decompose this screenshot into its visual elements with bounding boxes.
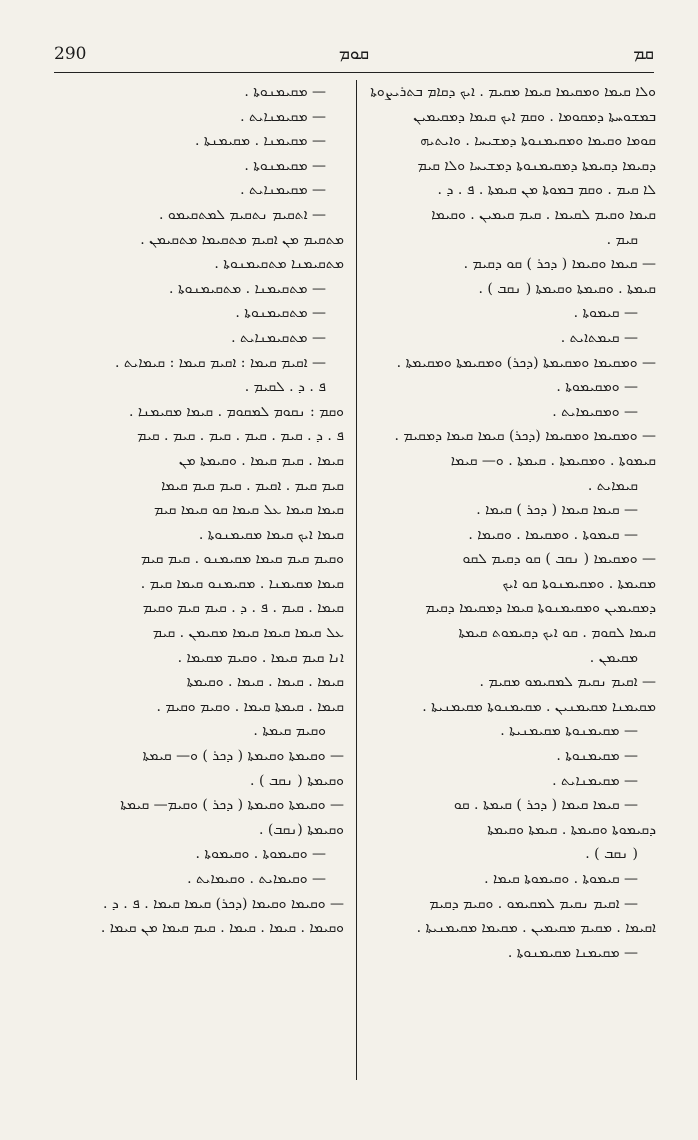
entry-line: ܕܡܩܝܡܝܢ ܘܡܩܝܡܢܘܬܐ ܩܝܡܐ ܕܡܩܝܡܐ ܕܩܝܡ [425, 600, 656, 617]
entry-line: — ܡܩܝܡܢܘܬܐ . [244, 84, 326, 100]
entry-line: — ܘܩܝܡܐܝܬ . ܘܩܝܡܐܝܬ . [187, 871, 326, 887]
entry-line: — ܡܬܩܝܡܢܐܝܬ . [231, 329, 326, 346]
entry-line: ܘܠܐ ܩܝܡܐ ܘܡܩܝܡܐ ܩܝܡܐ ܡܩܝܡ . ܐܝܟ ܕܩܐܡ ܒܬܪܝܨܘܬܐ [370, 84, 656, 100]
entry-line: — ܡܩܝܡܢܐܝܬ . [240, 108, 326, 125]
entry-line: ܕܩܝܡܐ ܕܩܝܡܬܐ ܕܡܩܝܡܢܘܬܐ ܕܡܫܝܚܐ ܘܠܐ ܩܝܡ [417, 157, 656, 174]
entry-line: ܡܬܩܝܡ ܡܢ ܐܩܝܡ ܡܬܩܝܡܐ ܡܬܩܝܡܢ . [140, 231, 344, 248]
entry-line: ܩܝܡܐ . ܩܝܡܬܐ ܩܝܡܐ . ܘܩܝܡ ܘܩܝܡ . [156, 698, 344, 715]
page-number: 290 [54, 44, 87, 64]
entry-line: ܡܩܝܡܬܐ . ܘܡܩܝܡܢܘܬܐ ܩܘ ܐܝܟ [502, 575, 656, 592]
header-headword: ܩܡ [633, 44, 654, 64]
entry-line: — ܩܝܡܐ ܩܝܡܐ ( ܕܟܪ ) ܩܝܡܐ . [476, 502, 638, 519]
entry-line: ܩܝܡܐ ܡܩܝܡܢܐ . ܡܩܝܡܢܘ ܩܝܡܐ ܩܝܡ . [140, 575, 344, 592]
entry-line: ܦ . ܕ . ܩܝܡ . ܩܝܡ . ܩܝܡ . ܩܝܡ . ܩܝܡ [137, 428, 344, 445]
entry-line: — ܐܩܝܡ ܢܩܝܡ ܠܡܩܝܡܘ ܡܩܝܡ . [479, 674, 656, 691]
entry-line: — ܘܡܩܝܡܘܬܐ . [556, 379, 638, 396]
page-header [54, 44, 654, 74]
entry-line: ܘܩܝܡܬܐ (ܢܩܒ) . [258, 821, 344, 838]
entry-line: — ܘܡܩܝܡܐ ( ܢܩܒ ) ܩܘ ܕܩܝܡ ܠܩܘ [462, 551, 656, 568]
entry-line: ܩܝܡܐ . ܩܝܡ ܩܝܡܐ . ܘܩܝܡܬܐ ܡܢ [178, 452, 344, 469]
entry-line: ܡܩܝܡܢܐ ܡܩܝܡܢܝܢ . ܡܩܝܡܢܘܬܐ ܡܩܝܡܢܝܬܐ . [422, 698, 656, 715]
entry-line: ܥܠ ܩܝܡܐ ܩܝܡܐ ܩܝܡܐ ܡܩܝܡܢ . ܩܝܡ [152, 625, 344, 642]
running-head: ܩܘܡ [338, 44, 370, 64]
entry-line: — ܘܩܝܡܐ ܘܩܝܡܐ (ܕܟܪ) ܩܝܡܐ ܩܝܡܐ . ܦ . ܕ . [102, 895, 344, 912]
entry-line: — ܡܩܝܡܢܘܬܐ . [556, 748, 638, 765]
entry-line: ܘܩܝܡܐ . ܩܝܡܐ . ܩܝܡܐ . ܩܝܡ ܩܝܡܐ ܡܢ ܩܝܡܐ . [100, 920, 344, 937]
entry-line: ܡܬܩܝܡܢܐ ܡܬܩܝܡܢܘܬܐ . [214, 256, 344, 273]
entry-line: ܩܝܡܐ ܩܝܡܐ ܥܠ ܩܝܡܐ ܩܘ ܩܝܡܐ ܩܝܡ [153, 502, 344, 519]
column-divider [356, 80, 357, 1080]
entry-line: ܩܝܡܐ . ܩܝܡܐ . ܩܝܡܐ . ܘܩܝܡܬܐ [186, 674, 344, 691]
entry-line: ܩܝܡܐ ܐܝܟ ܩܝܡܐ ܡܩܝܡܢܘܬܐ . [198, 526, 344, 543]
entry-line: — ܘܩܝܡܬܐ ܘܩܝܡܬܐ ( ܕܟܪ ) ܘ— ܩܝܡܬܐ [142, 748, 344, 765]
entry-line: — ܩܝܡܐ ܩܝܡܐ ( ܕܟܪ ) ܩܝܡܬܐ . ܩܘ [453, 797, 638, 814]
entry-line: — ܩܝܡܘܬܐ . [573, 305, 638, 322]
entry-line: ܩܝܡܐܝܬ . [587, 477, 638, 494]
entry-line: ܩܝܡܬܐ . ܘܩܝܡܬܐ ܘܩܝܡܬܐ ( ܢܩܒ ) . [478, 280, 656, 297]
entry-line: ܩܘܡܐ ܘܩܝܡܐ ܘܡܩܝܡܢܘܬܐ ܕܡܫܝܚܐ . ܘܐܝܬܝܗ [420, 133, 656, 150]
entry-line: — ܐܬܩܝܡ ܢܬܩܝܡ ܠܡܬܩܝܡܘ . [158, 206, 326, 223]
entry-line: ܩܝܡܐ . ܩܝܡ . ܦ . ܕ . ܩܝܡ ܩܝܡ ܘܩܝܡ [142, 600, 344, 617]
entry-line: ܘܩܝܡ ܩܝܡܬܐ . [253, 723, 326, 740]
entry-line: ܘܩܡ : ܢܩܘܡ ܠܡܩܘܡ . ܩܝܡܐ ܡܩܝܡܢܐ . [128, 403, 344, 420]
entry-line: — ܡܩܝܡܢܐ . ܡܩܝܡܢܬܐ . [195, 133, 326, 150]
entry-line: — ܘܡܩܝܡܐ ܘܡܩܝܡܐ (ܕܟܪ) ܩܝܡܐ ܩܝܡܐ ܕܡܩܝܡ . [394, 428, 656, 445]
entry-line: ܒܡܫܘܚܬܐ ܕܡܩܘܡܐ . ܘܩܡ ܐܝܟ ܩܝܡܐ ܕܡܩܝܡܝܢ [413, 108, 656, 125]
header-rule [54, 72, 654, 73]
entry-line: ܦ . ܕ . ܠܩܝܡ . [244, 379, 326, 396]
entry-line: ܐܩܝܡܐ . ܡܩܝܡ ܡܩܝܡܝܢ . ܡܩܝܡܐ ܡܩܝܡܢܝܬܐ . [416, 920, 656, 937]
entry-line: — ܘܩܝܡܬܐ ܘܩܝܡܬܐ ( ܕܟܪ ) ܘܩܝܡ— ܩܝܡܬܐ [120, 797, 344, 814]
entry-line: — ܡܬܩܝܡܢܐ . ܡܬܩܝܡܢܘܬܐ . [169, 280, 326, 297]
entry-line: ܘܩܝܡ ܩܝܡ ܩܝܡܐ ܡܩܝܡܢܘ . ܩܝܡ ܩܝܡ [140, 551, 344, 568]
entry-line: — ܡܬܩܝܡܢܘܬܐ . [235, 305, 326, 322]
entry-line: ܩܝܡ ܩܝܡ . ܐܩܝܡ . ܩܝܡ ܩܝܡ ܩܝܡܐ [161, 477, 344, 494]
entry-line: — ܘܡܩܝܡܐܝܬ . [552, 403, 638, 420]
entry-line: — ܩܝܡܐ ܘܩܝܡܐ ( ܕܟܪ ) ܩܘ ܕܩܝܡ . [463, 256, 656, 273]
entry-line: ܘܩܝܡܬܐ ( ܢܩܒ ) . [250, 772, 344, 789]
entry-line: ܐܢܐ ܩܝܡ ܩܝܡܐ . ܘܩܝܡ ܡܩܝܡܐ . [177, 649, 344, 666]
entry-line: ܩܝܡܐ ܘܩܝܡ ܠܩܝܡܐ . ܩܝܡ ܩܝܡܝܢ . ܘܩܝܡܐ [431, 206, 656, 223]
entry-line: — ܡܩܝܡܢܘܬܐ . [244, 157, 326, 174]
entry-line: ( ܢܩܒ ) . [585, 846, 638, 863]
entry-line: — ܡܩܝܡܢܐ ܡܩܝܡܢܘܬܐ . [507, 944, 638, 961]
entry-line: ܕܩܝܡܘܬܐ ܘܩܝܡܬܐ . ܩܝܡܬܐ ܘܩܝܡܬܐ [487, 821, 656, 838]
entry-line: — ܡܩܝܡܢܘܬܐ ܡܩܝܡܢܝܬܐ . [500, 723, 638, 740]
entry-line: — ܩܝܡܘܬܐ . ܘܡܩܝܡܐ . ܘܩܝܡܐ . [468, 526, 638, 543]
entry-line: — ܩܝܡܬܐܝܬ . [560, 329, 638, 346]
entry-line: ܡܩܝܡܢ . [589, 649, 638, 666]
entry-line: ܩܝܡܐ ܠܩܘܡ . ܩܘ ܐܝܟ ܕܩܝܡܘܬ ܩܝܡܬܐ [458, 625, 656, 642]
entry-line: — ܐܩܝܡ ܩܝܡܐ : ܐܩܝܡ ܩܝܡܐ : ܩܝܡܐܝܬ . [114, 354, 326, 371]
entry-line: — ܡܩܝܡܢܐܝܬ . [552, 772, 638, 789]
right-column [368, 80, 656, 1100]
entry-line: — ܘܡܩܝܡܐ ܘܡܩܝܡܬܐ (ܕܟܪ) ܘܡܩܝܡܬܐ ܘܡܩܝܡܬܐ . [396, 354, 656, 371]
entry-line: ܩܝܡ . [606, 231, 638, 248]
entry-line: — ܘܩܝܡܘܬܐ . ܘܩܝܡܘܬܐ . [195, 846, 326, 863]
entry-line: — ܡܩܝܡܢܐܝܬ . [240, 182, 326, 199]
left-column [54, 80, 344, 1100]
entry-line: — ܩܝܡܘܬܐ . ܘܩܝܡܘܬܐ ܩܝܡܐ . [484, 871, 638, 887]
entry-line: ܠܐ ܩܝܡ . ܘܩܡ ܒܡܘܬܐ ܡܢ ܩܝܡܬܐ . ܦ . ܕ . [437, 182, 656, 199]
entry-line: — ܐܩܝܡ ܢܩܝܡ ܠܡܩܝܡܘ . ܘܩܝܡ ܕܩܝܡ [429, 895, 638, 912]
entry-line: ܩܝܡܘܬܐ . ܘܡܩܝܡܬܐ . ܩܝܡܬܐ . ܘ— ܩܝܡܐ [450, 452, 656, 469]
